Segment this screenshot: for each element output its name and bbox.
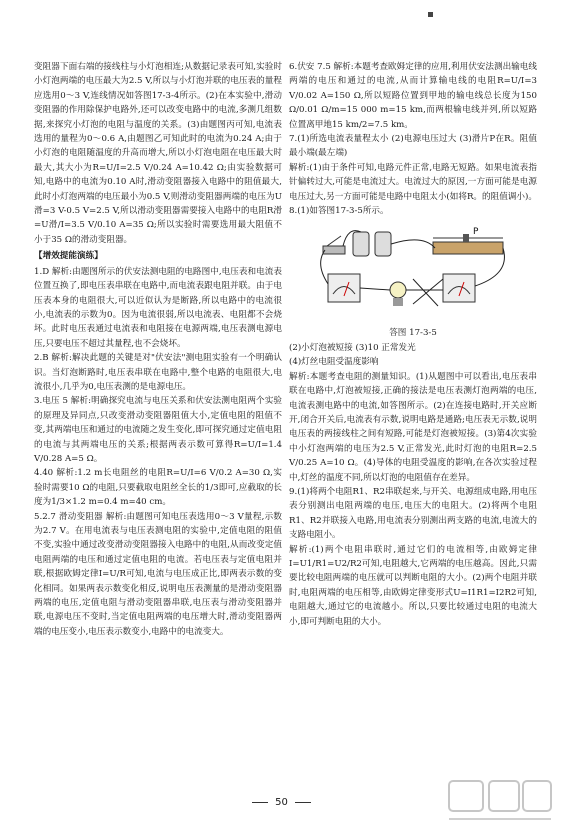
answer-item-8: 8.(1)如答图17-3-5所示。 [289,206,389,217]
wire-2 [391,240,435,248]
answer-item-6: 6.伏安 7.5 解析:本题考查欧姆定律的应用,利用伏安法测出输电线两端的电压和通过的电流,从而计算输电线的电阻R=U/I=3 V/0.02 A=150 Ω,所以短路位置到甲地的输电线总长度为150 Ω/0.01 Ω/m=15 000 m=15 km,而两根输电线并列,所以短路位置离甲地15 km/2=7.5 km。 [289,62,537,130]
right-column [289,60,537,629]
voltmeter [328,274,360,302]
left-column [34,60,282,639]
answer-item-1: 1.D 解析:由题图所示的伏安法测电阻的电路图中,电压表和电流表位置互换了,即电压表串联在电路中,而电流表跟电阻并联。由于电压表本身的电阻很大,可以近似认为是断路,所以电路中的电流很小,电流表的示数为0。因为电流很弱,所以电流表、电阻都不会烧坏。此时电压表通过电流表和电阻接在电源两端,电压表测电源电压,只要电压不超过其量程,也不会烧坏。 [34,266,282,349]
wire-cross-1 [413,279,443,304]
battery-cell-2 [375,232,391,256]
answer-item-9-explanation: 解析:(1)两个电阻串联时,通过它们的电流相等,由欧姆定律I=U1/R1=U2/R2可知,电阻越大,它两端的电压越高。因此,只需要比较电阻两端的电压就可以判断电阻的大小。(2)两个电阻并联时,电阻两端的电压相等,由欧姆定律变形式U=I1R1=I2R2可知,电阻越大,通过它的电流越小。所以,只要比较通过电阻的电流大小,即可判断电阻的大小。 [289,544,537,627]
figure-caption: 答图 17-3-5 [389,328,437,339]
answer-item-8-explanation: 解析:本题考查电阻的测量知识。(1)从题图中可以看出,电压表串联在电路中,灯泡被短接,正确的接法是电压表测灯泡两端的电压,电流表测电路中的电流,如答图所示。(2)在连接电路时,开关应断开,闭合开关后,电流表有示数,说明电路是通路;电压表无示数,说明电压表的两接线柱之间有短路,可能是灯泡被短接。(3)第4次实验中小灯泡两端的电压为2.5 V,正常发光,此时灯泡的电阻R=2.5 V/0.25 A=10 Ω。(4)导体的电阻受温度的影响,在各次实验过程中,灯丝的温度不同,所以灯泡的电阻值存在差异。 [289,371,537,483]
answer-item-2: 2.B 解析:解决此题的关键是对"伏安法"测电阻实验有一个明确认识。当灯泡断路时,电压表串联在电路中,整个电路的电阻很大,电流很小,几乎为0,电压表测的是电源电压。 [34,353,282,392]
answer-item-9: 9.(1)将两个电阻R1、R2串联起来,与开关、电源组成电路,用电压表分别测出电阻两端的电压,电压大的电阻大。(2)将两个电阻R1、R2并联接入电路,用电流表分别测出两支路的电流,电流大的支路电阻小。 [289,486,537,541]
left-intro-paragraph: 变阻器下面右端的接线柱与小灯泡相连;从数据记录表可知,实验时小灯泡两端的电压最大为2.5 V,所以与小灯泡并联的电压表的量程应选用0～3 V,连线情况如答图17-3-4所示。(2)在本实验中,滑动变阻器的作用除保护电路外,还可以改变电路中的电流,多测几组数据,来探究小灯泡的电阻与温度的关系。(3)由题图丙可知,电流表选用的量程为0～0.6 A,由题图乙可知此时的电流为0.24 A;由于小灯泡的电阻随温度的升高而增大,所以小灯泡电阻在电压最大时最大,其大小为R=U/I=2.5 V/0.24 A=10.42 Ω;由实验数据可知,电路中的电流为0.10 A时,滑动变阻器接入电路中的阻值最大,此时小灯泡两端的电压最小为0.5 V,则滑动变阻器两端的电压为U滑=3 V-0.5 V=2.5 V,所以滑动变阻器需要接入电路中的电阻R滑=U滑/I=3.5 V/0.10 A=35 Ω;所以实验时需要选用最大阻值不小于35 Ω的滑动变阻器。 [34,62,282,245]
rheostat [433,242,503,254]
page-number-rule-right [295,802,311,803]
answer-item-8-part-4: (4)灯丝电阻受温度影响 [289,357,379,368]
answer-item-3: 3.电压 5 解析:明确探究电流与电压关系和伏安法测电阻两个实验的原理及异同点,只改变滑动变阻器阻值大小,定值电阻的阻值不变,其两端电压和通过的电流随之发生变化,即可探究通过定值电阻的电流与其两端电压的关系;根据两表示数可算得R=U/I=1.4 V/0.28 A=5 Ω。 [34,396,282,464]
lamp [390,282,406,298]
answer-item-4: 4.40 解析:1.2 m长电阻丝的电阻R=U/I=6 V/0.2 A=30 Ω,实验时需要10 Ω的电阻,只要截取电阻丝全长的1/3即可,应截取的长度为1/3×1.2 m=0.4 m=40 cm。 [34,468,282,508]
wire-5 [360,288,390,290]
circuit-figure [313,224,513,324]
answer-item-7-explanation: 解析:(1)由于条件可知,电路元件正常,电路无短路。如果电流表指针偏转过大,可能是电流过大。电流过大的原因,一方面可能是电源电压过大,另一方面可能是电路中电阻太小(如将R。的阻值调小)。 [289,162,537,202]
answer-item-7: 7.(1)所选电流表量程太小 (2)电源电压过大 (3)滑片P在R。阻值最小端(最左端) [289,134,537,159]
wire-cross-2 [413,279,438,306]
section-title: 【增效提能演练】 [34,251,103,262]
answer-item-5: 5.2.7 滑动变阻器 解析:由题图可知电压表选用0～3 V量程,示数为2.7 V。在用电流表与电压表测电阻的实验中,定值电阻的阻值不变,实验中通过改变滑动变阻器接入电路中的电阻,从而改变定值电阻两端的电压和通过定值电阻的电流。若电压表与定值电阻并联,根据欧姆定律I=U/R可知,电流与电压成正比,即两表示数的变化相同。如果两表示数变化相反,说明电压表测量的是滑动变阻器两端的电压,定值电阻与滑动变阻器串联,电压表与滑动变阻器并联,电源电压不变时,当定值电阻两端的电压增大时,滑动变阻器两端的电压变小,电压表示数变小,电路中的电流变大。 [34,511,282,637]
wire-6 [321,250,328,284]
ammeter [443,274,475,302]
rheostat-slider [463,234,469,242]
watermark-logo [445,775,555,825]
page-number-rule-left [252,802,268,803]
corner-mark [428,12,433,17]
battery-cell-1 [353,232,369,256]
answer-item-8-part-2-3: (2)小灯泡被短接 (3)10 正常发光 [289,342,416,353]
circuit-diagram [313,224,513,324]
lamp-base [393,298,403,306]
switch-blade [327,236,341,246]
switch [323,246,345,254]
slider-label: P [473,227,479,238]
page-number-text: 50 [275,797,288,808]
